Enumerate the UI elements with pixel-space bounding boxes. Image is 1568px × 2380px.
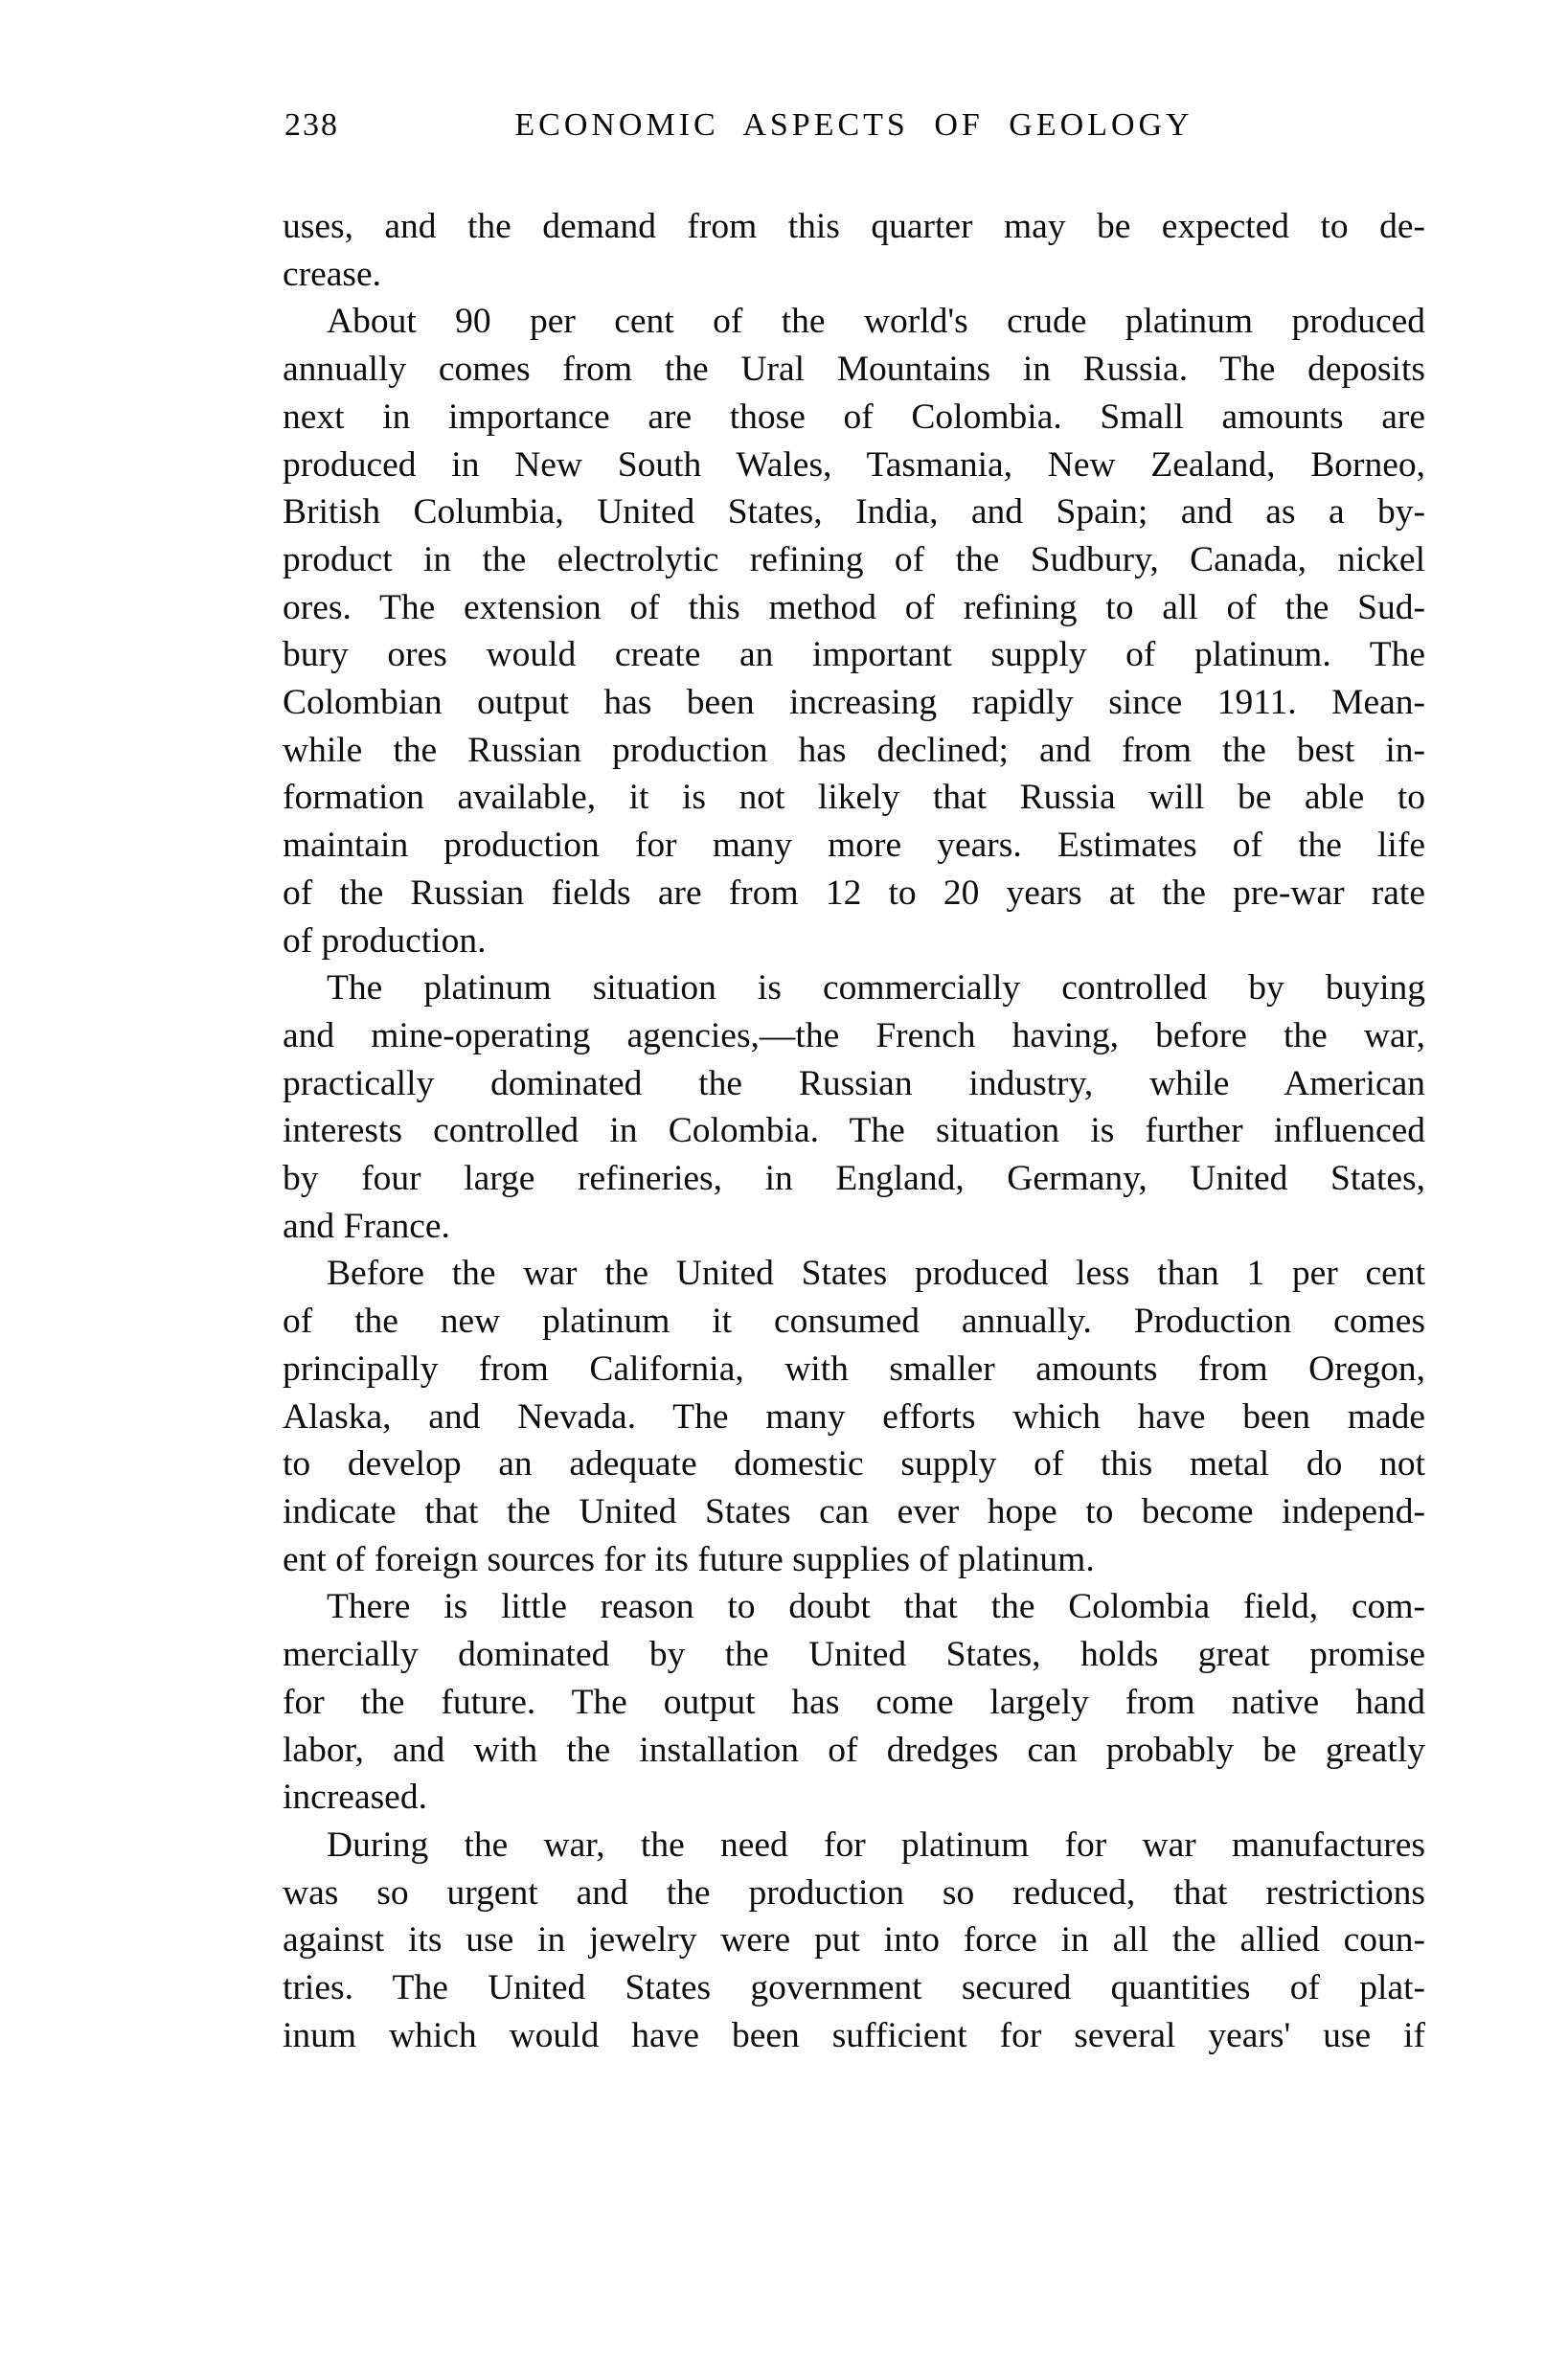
text-line: The platinum situation is commercially controlled by buying [327,968,1425,1009]
text-line: produced in New South Wales, Tasmania, New Zealand, Borneo, [283,444,1425,485]
text-line: mercially dominated by the United States, holds great promise [283,1635,1425,1675]
text-line: British Columbia, United States, India, and Spain; and as a by- [283,492,1425,533]
paragraph [283,964,1425,1250]
text-line: There is little reason to doubt that the Colombia field, com- [327,1587,1425,1627]
text-line: ent of foreign sources for its future supplies of platinum. [283,1539,1095,1579]
text-line: interests controlled in Colombia. The situation is further influenced [283,1111,1425,1151]
text-line: uses, and the demand from this quarter may be expected to de- [283,207,1425,246]
text-line: increased. [283,1778,427,1818]
page-header [283,107,1425,149]
text-line: and France. [283,1206,450,1246]
text-line: During the war, the need for platinum for war manufactures [327,1825,1425,1865]
paragraph [283,1250,1425,1583]
text-line: ores. The extension of this method of refining to all of the Sud- [283,587,1425,627]
paragraph [283,203,1425,298]
text-line: Alaska, and Nevada. The many efforts which have been made [283,1396,1425,1437]
text-line: About 90 per cent of the world's crude platinum produced [327,302,1425,342]
text-line: was so urgent and the production so reduced, that restrictions [283,1872,1425,1913]
text-line: for the future. The output has come largely from native hand [283,1682,1425,1722]
paragraph [283,1583,1425,1822]
text-line: of production. [283,920,487,961]
text-line: formation available, it is not likely that Russia will be able to [283,778,1425,818]
text-line: product in the electrolytic refining of the Sudbury, Canada, nickel [283,539,1425,579]
text-line: of the Russian fields are from 12 to 20 years at the pre-war rate [283,873,1425,913]
text-line: while the Russian production has declined; and from the best in- [283,730,1425,770]
text-line: tries. The United States government secured quantities of plat- [283,1968,1425,2008]
text-line: to develop an adequate domestic supply of this metal do not [283,1444,1425,1485]
text-line: inum which would have been sufficient for several years' use if [283,2015,1425,2055]
text-line: bury ores would create an important supply of platinum. The [283,635,1425,675]
text-line: by four large refineries, in England, Germany, United States, [283,1159,1425,1199]
page-number: 238 [284,107,339,143]
text-line: next in importance are those of Colombia. Small amounts are [283,397,1425,437]
text-line: and mine-operating agencies,—the French having, before the war, [283,1015,1425,1055]
text-line: annually comes from the Ural Mountains in Russia. The deposits [283,350,1425,390]
text-line: maintain production for many more years. Estimates of the life [283,826,1425,866]
text-line: Before the war the United States produced less than 1 per cent [327,1254,1425,1294]
text-line: principally from California, with smaller amounts from Oregon, [283,1349,1425,1389]
text-line: of the new platinum it consumed annually. Production comes [283,1302,1425,1342]
text-line: Colombian output has been increasing rapidly since 1911. Mean- [283,683,1425,723]
page-body [283,203,1425,2059]
text-line: crease. [283,254,382,294]
text-line: practically dominated the Russian industry, while American [283,1063,1425,1103]
text-line: against its use in jewelry were put into force in all the allied coun- [283,1920,1425,1961]
running-title: ECONOMIC ASPECTS OF GEOLOGY [514,107,1193,143]
text-line: labor, and with the installation of dredges can probably be greatly [283,1730,1425,1770]
paragraph [283,298,1425,964]
paragraph [283,1822,1425,2060]
text-line: indicate that the United States can ever hope to become independ- [283,1491,1425,1531]
